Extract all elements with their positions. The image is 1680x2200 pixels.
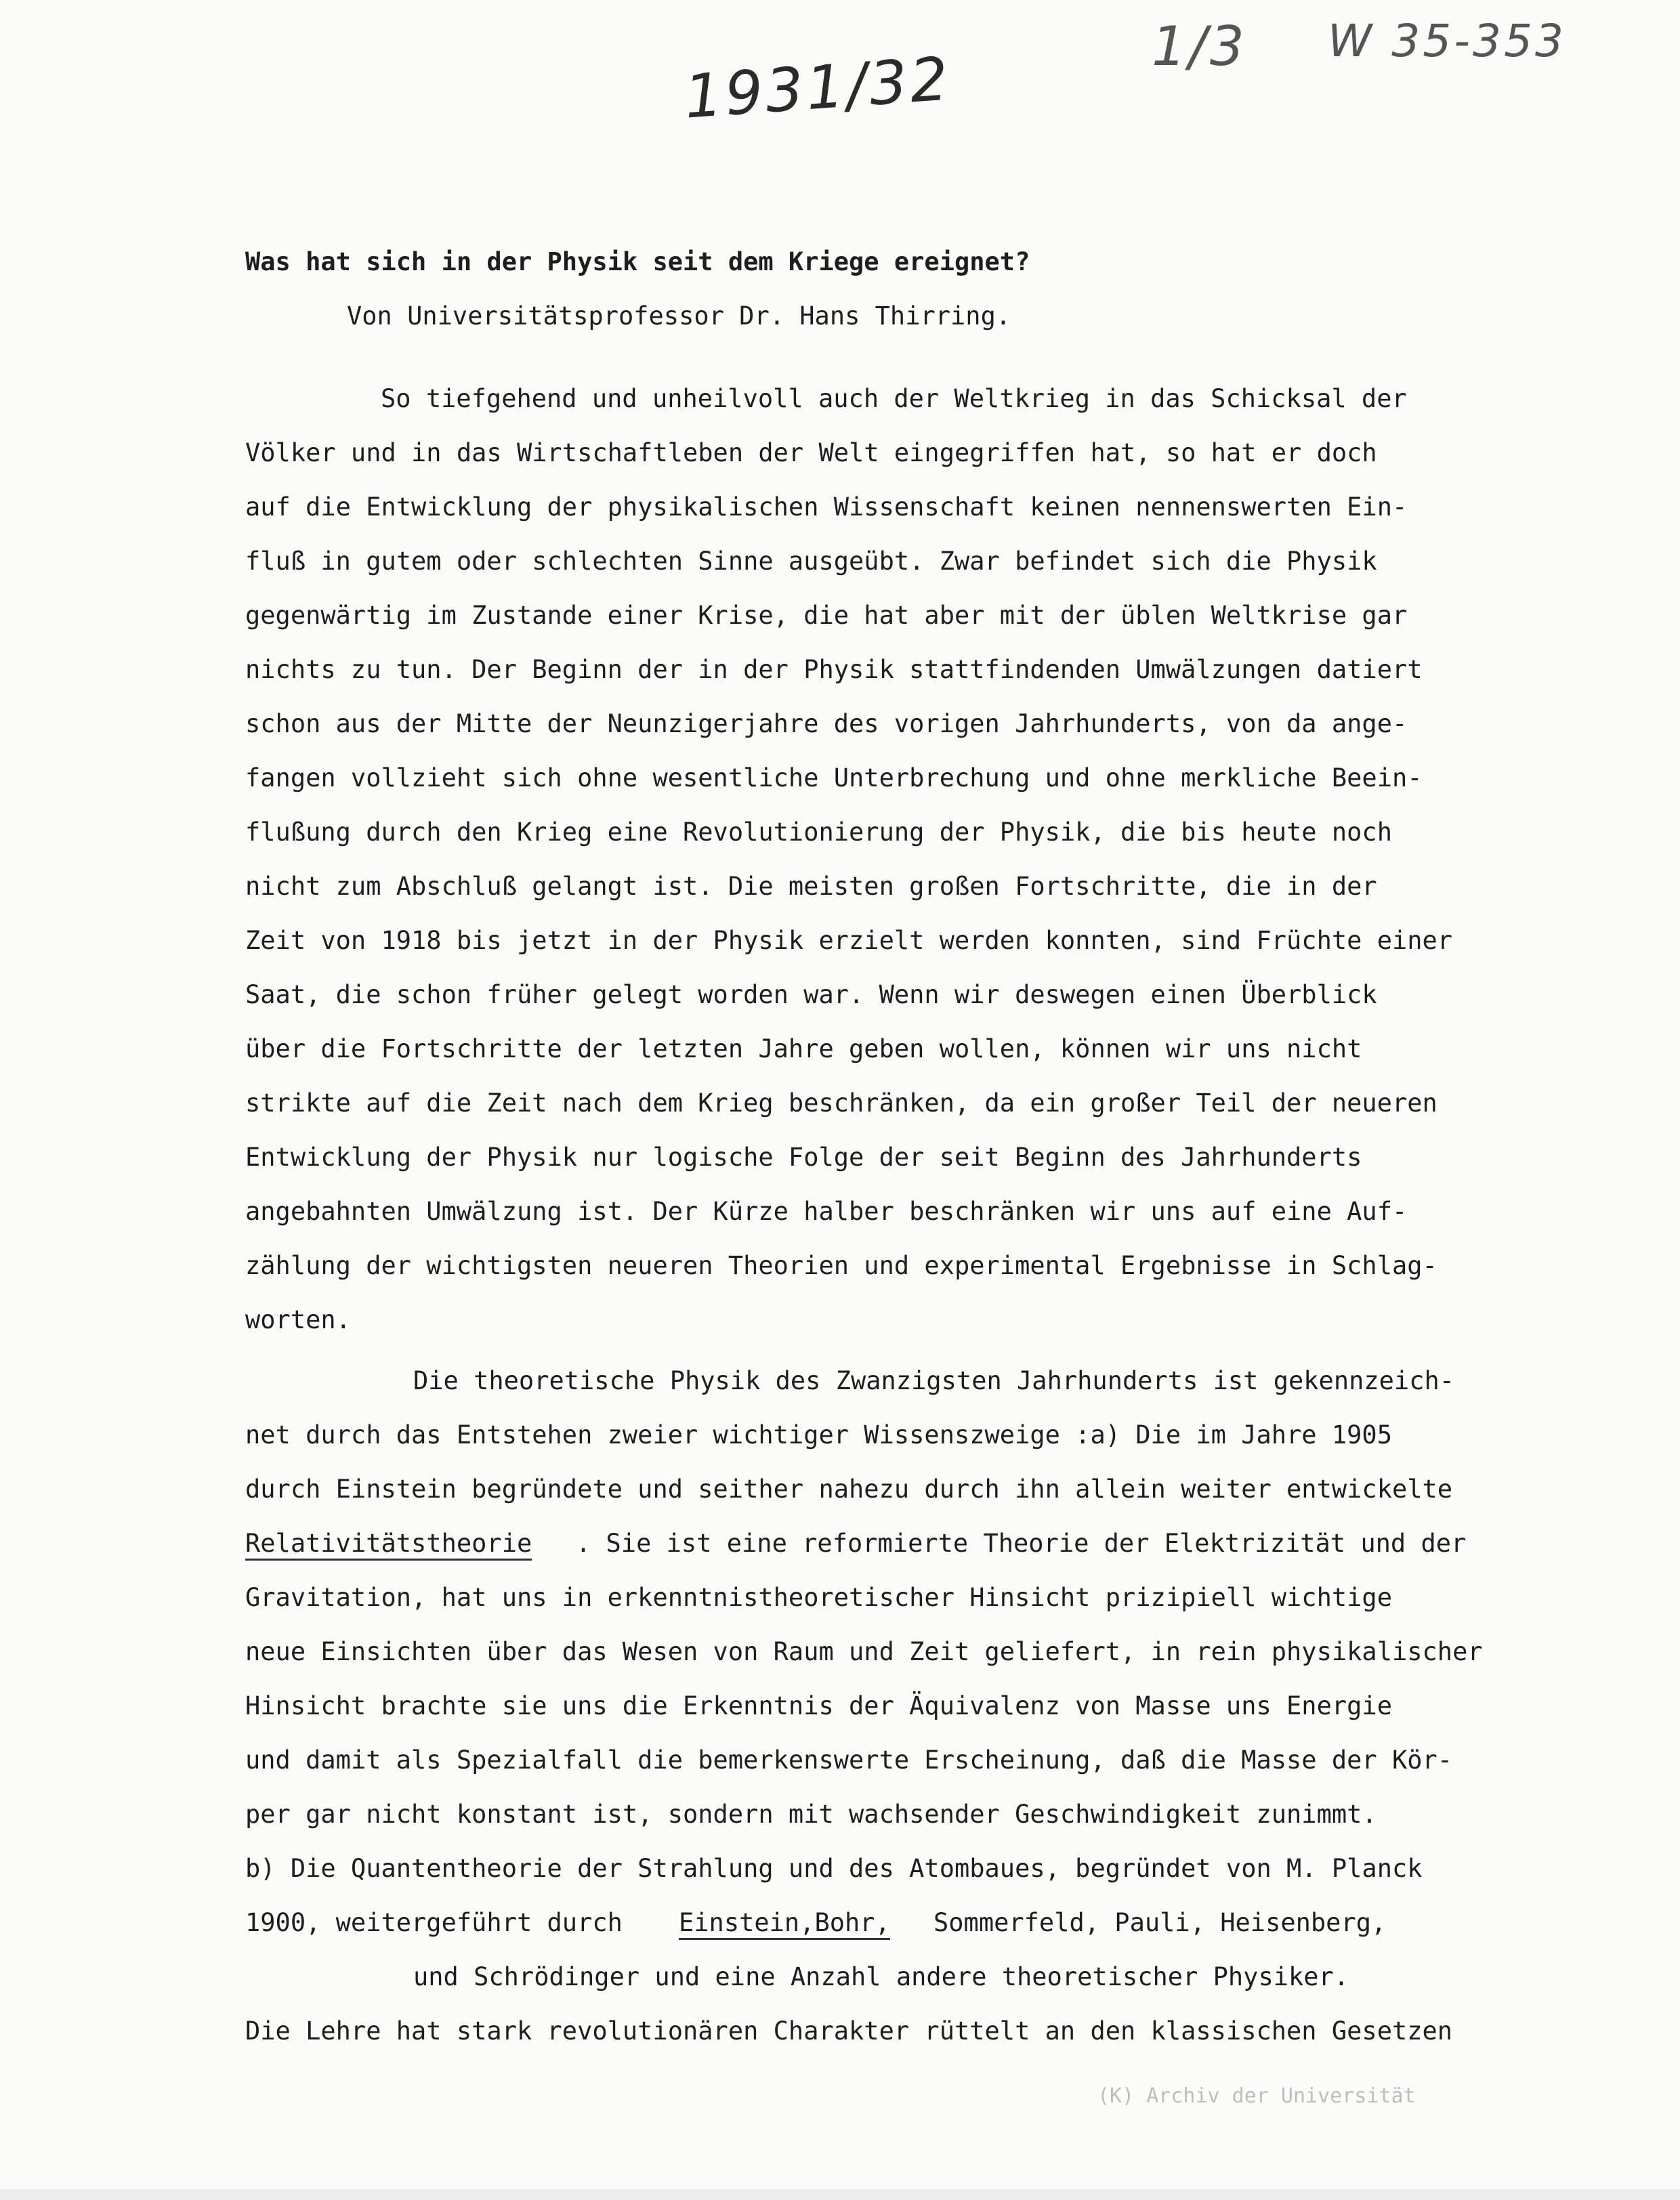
body-line: Zeit von 1918 bis jetzt in der Physik erzielt werden konnten, sind Früchte einer — [245, 926, 1453, 955]
body-line: angebahnten Umwälzung ist. Der Kürze halber beschränken wir uns auf eine Auf- — [245, 1197, 1408, 1226]
body-line: und damit als Spezialfall die bemerkenswerte Erscheinung, daß die Masse der Kör- — [245, 1746, 1453, 1775]
body-line: zählung der wichtigsten neueren Theorien und experimental Ergebnisse in Schlag- — [245, 1251, 1437, 1280]
body-line: fangen vollzieht sich ohne wesentliche Unterbrechung und ohne merkliche Beein- — [245, 763, 1423, 792]
body-line: So tiefgehend und unheilvoll auch der Weltkrieg in das Schicksal der — [381, 384, 1407, 413]
author-line: Von Universitätsprofessor Dr. Hans Thirring. — [347, 301, 1011, 331]
document-title: Was hat sich in der Physik seit dem Kriege ereignet? — [245, 247, 1030, 276]
body-line: durch Einstein begründete und seither nahezu durch ihn allein weiter entwickelte — [245, 1475, 1453, 1504]
body-line: Sommerfeld, Pauli, Heisenberg, — [933, 1908, 1387, 1937]
body-line: . Sie ist eine reformierte Theorie der Elektrizität und der — [576, 1529, 1467, 1558]
handwritten-year: 1931/32 — [681, 43, 953, 132]
body-line: und Schrödinger und eine Anzahl andere theoretischer Physiker. — [413, 1962, 1349, 1991]
body-line: Gravitation, hat uns in erkenntnistheoretischer Hinsicht prizipiell wichtige — [245, 1583, 1392, 1612]
body-line: nicht zum Abschluß gelangt ist. Die meisten großen Fortschritte, die in der — [245, 872, 1377, 901]
body-line: Die Lehre hat stark revolutionären Charakter rüttelt an den klassischen Gesetzen — [245, 2016, 1453, 2046]
body-line: fluß in gutem oder schlechten Sinne ausgeübt. Zwar befindet sich die Physik — [245, 547, 1377, 576]
handwritten-page-number: 1/3 — [1152, 15, 1247, 78]
body-line: nichts zu tun. Der Beginn der in der Physik stattfindenden Umwälzungen datiert — [245, 655, 1423, 684]
faint-archive-stamp-text: (K) Archiv der Universität — [1097, 2084, 1416, 2108]
body-line: auf die Entwicklung der physikalischen Wissenschaft keinen nennenswerten Ein- — [245, 492, 1408, 522]
body-line: worten. — [245, 1305, 351, 1334]
body-line: gegenwärtig im Zustande einer Krise, die hat aber mit der üblen Weltkrise gar — [245, 601, 1408, 630]
body-line: per gar nicht konstant ist, sondern mit wachsender Geschwindigkeit zunimmt. — [245, 1800, 1377, 1829]
body-line: 1900, weitergeführt durch — [245, 1908, 623, 1937]
body-line: flußung durch den Krieg eine Revolutionierung der Physik, die bis heute noch — [245, 818, 1392, 847]
body-line: strikte auf die Zeit nach dem Krieg beschränken, da ein großer Teil der neueren — [245, 1088, 1437, 1118]
body-line: Die theoretische Physik des Zwanzigsten Jahrhunderts ist gekennzeich- — [413, 1366, 1455, 1395]
body-line: b) Die Quantentheorie der Strahlung und des Atombaues, begründet von M. Planck — [245, 1854, 1423, 1883]
page-bottom-edge — [0, 2189, 1680, 2200]
body-line: über die Fortschritte der letzten Jahre geben wollen, können wir uns nicht — [245, 1034, 1362, 1063]
underlined-names-einstein-bohr: Einstein,Bohr, — [679, 1910, 890, 1940]
body-line: neue Einsichten über das Wesen von Raum und Zeit geliefert, in rein physikalischer — [245, 1637, 1483, 1666]
body-line: Entwicklung der Physik nur logische Folge der seit Beginn des Jahrhunderts — [245, 1143, 1362, 1172]
body-line: Hinsicht brachte sie uns die Erkenntnis der Äquivalenz von Masse uns Energie — [245, 1691, 1392, 1720]
underlined-term-relativitaetstheorie: Relativitätstheorie — [245, 1531, 532, 1561]
body-line: Völker und in das Wirtschaftleben der Welt eingegriffen hat, so hat er doch — [245, 438, 1377, 467]
body-line: net durch das Entstehen zweier wichtiger Wissenszweige :a) Die im Jahre 1905 — [245, 1420, 1392, 1450]
handwritten-archive-ref: W 35-353 — [1328, 15, 1567, 67]
body-line: schon aus der Mitte der Neunzigerjahre des vorigen Jahrhunderts, von da ange- — [245, 709, 1408, 738]
body-line: Saat, die schon früher gelegt worden war. Wenn wir deswegen einen Überblick — [245, 980, 1377, 1009]
